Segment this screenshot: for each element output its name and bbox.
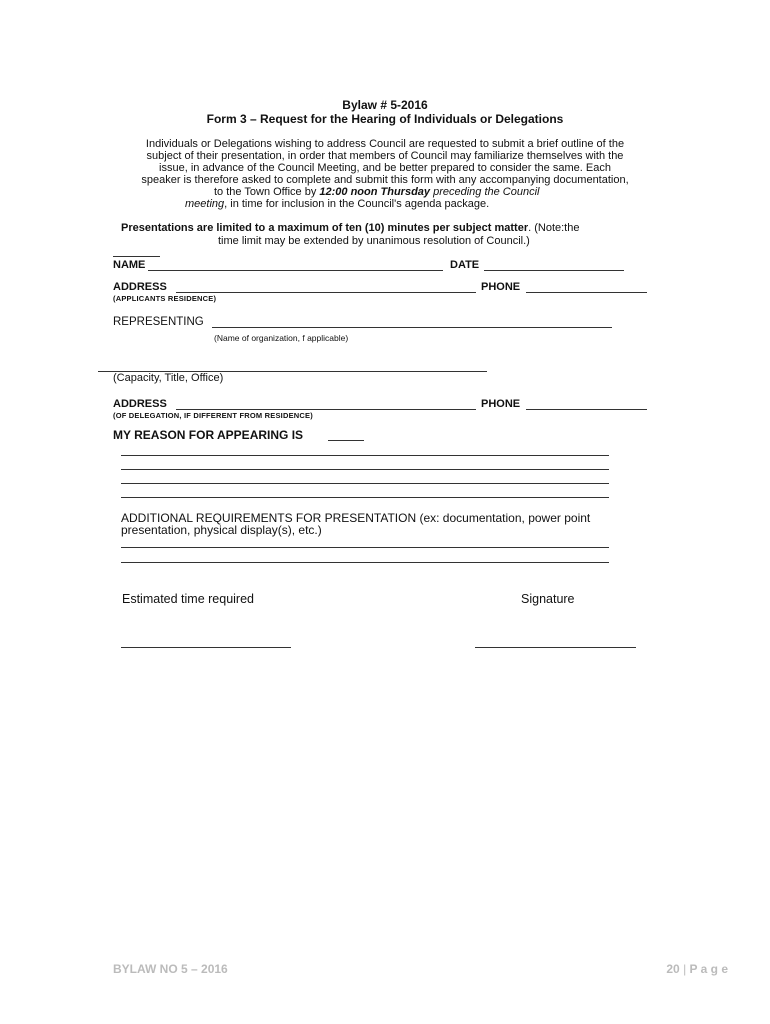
- footer-page: [666, 962, 728, 976]
- bylaw-title: Bylaw # 5-2016: [342, 98, 428, 112]
- additional-requirements-label: ADDITIONAL REQUIREMENTS FOR PRESENTATION (ex: documentation, power point: [121, 511, 591, 525]
- intro-line: [185, 198, 489, 210]
- intro-text: , in time for inclusion in the Council's agenda package.: [224, 198, 490, 210]
- reason-line[interactable]: [121, 469, 609, 470]
- divider: [113, 256, 160, 257]
- time-limit-statement: [121, 222, 579, 234]
- name-label: NAME: [113, 259, 146, 271]
- delegation-phone-field[interactable]: [526, 409, 647, 410]
- reason-line[interactable]: [121, 455, 609, 456]
- address-field[interactable]: [176, 292, 476, 293]
- reason-inline-field[interactable]: [328, 440, 364, 441]
- phone-label: PHONE: [481, 281, 521, 293]
- intro-text: to the Town Office by: [214, 186, 320, 198]
- time-limit-bold: Presentations are limited to a maximum of ten (10) minutes per subject matter: [121, 222, 529, 234]
- reason-line[interactable]: [121, 483, 609, 484]
- deadline-text: 12:00 noon Thursday: [319, 186, 431, 198]
- date-label: DATE: [450, 259, 480, 271]
- page-number: 20: [666, 962, 680, 976]
- footer-bylaw: BYLAW NO 5 – 2016: [113, 962, 228, 976]
- applicants-residence-note: (APPLICANTS RESIDENCE): [113, 294, 217, 303]
- name-field[interactable]: [148, 270, 443, 271]
- time-limit-line2: time limit may be extended by unanimous resolution of Council.): [218, 235, 530, 247]
- intro-line: Individuals or Delegations wishing to address Council are requested to submit a brief outline of the: [145, 138, 625, 150]
- representing-label: REPRESENTING: [113, 316, 204, 328]
- representing-field[interactable]: [212, 327, 612, 328]
- delegation-note: (OF DELEGATION, IF DIFFERENT FROM RESIDENCE): [113, 411, 313, 420]
- intro-line: [214, 186, 540, 198]
- page-separator: |: [679, 962, 690, 976]
- estimated-time-label: Estimated time required: [122, 592, 255, 606]
- additional-requirements-line[interactable]: [121, 547, 609, 548]
- estimated-time-field[interactable]: [121, 647, 291, 648]
- phone-field[interactable]: [526, 292, 647, 293]
- delegation-address-label: ADDRESS: [113, 398, 167, 410]
- organization-note: (Name of organization, f applicable): [214, 333, 349, 343]
- time-limit-note: . (Note:the: [528, 222, 580, 234]
- intro-line: issue, in advance of the Council Meeting, and be better prepared to consider the same. Each: [159, 162, 611, 174]
- intro-text: meeting: [185, 198, 225, 210]
- address-label: ADDRESS: [113, 281, 167, 293]
- page-word: P a g e: [689, 962, 728, 976]
- reason-line[interactable]: [121, 497, 609, 498]
- reason-label: MY REASON FOR APPEARING IS: [113, 428, 304, 442]
- intro-text: preceding the Council: [430, 186, 540, 198]
- delegation-address-field[interactable]: [176, 409, 476, 410]
- delegation-phone-label: PHONE: [481, 398, 521, 410]
- signature-label: Signature: [521, 592, 575, 606]
- additional-requirements-label-line2: presentation, physical display(s), etc.): [121, 523, 322, 537]
- signature-field[interactable]: [475, 647, 636, 648]
- additional-requirements-line[interactable]: [121, 562, 609, 563]
- intro-line: speaker is therefore asked to complete and submit this form with any accompanying documentation,: [141, 174, 629, 186]
- form-title: Form 3 – Request for the Hearing of Individuals or Delegations: [206, 112, 564, 126]
- intro-line: subject of their presentation, in order that members of Council may familiarize themselves with the: [146, 150, 624, 162]
- date-field[interactable]: [484, 270, 624, 271]
- capacity-label: (Capacity, Title, Office): [113, 372, 224, 384]
